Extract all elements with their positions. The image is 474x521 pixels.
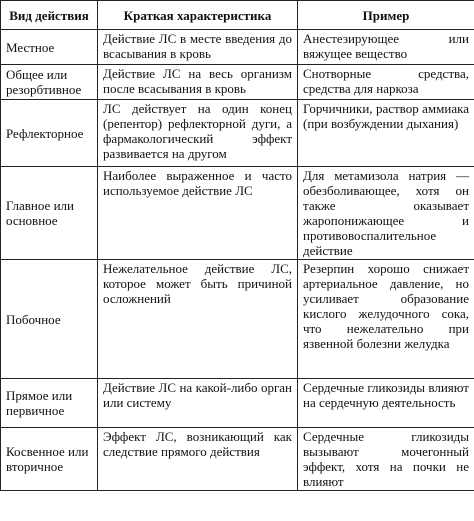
example-cell: Резерпин хорошо снижает артериальное давление, но усиливает образование кислого желудочного сока, что нежелательно при язвенной болезни желудка bbox=[298, 260, 474, 379]
action-type-cell: Косвенное или вторичное bbox=[1, 428, 98, 491]
action-type-cell: Общее или резорбтивное bbox=[1, 65, 98, 100]
example-cell: Снотворные средства, средства для наркоза bbox=[298, 65, 474, 100]
table-row bbox=[1, 100, 474, 167]
example-cell: Анестезирующее или вяжущее вещество bbox=[298, 30, 474, 65]
header-action-type: Вид действия bbox=[1, 1, 98, 30]
table-row bbox=[1, 260, 474, 379]
table-row bbox=[1, 167, 474, 260]
description-cell: Действие ЛС на весь организм после всасывания в кровь bbox=[98, 65, 298, 100]
example-cell: Сердечные гликозиды вызывают мочегонный эффект, хотя на почки не влияют bbox=[298, 428, 474, 491]
header-short-description: Краткая характеристика bbox=[98, 1, 298, 30]
action-type-cell: Побочное bbox=[1, 260, 98, 379]
description-cell: Действие ЛС в месте введения до всасывания в кровь bbox=[98, 30, 298, 65]
example-cell: Для метамизола натрия — обезболивающее, хотя он также оказывает жаропонижающее и противовоспалительное действие bbox=[298, 167, 474, 260]
example-cell: Сердечные гликозиды влияют на сердечную деятельность bbox=[298, 379, 474, 428]
description-cell: Нежелательное действие ЛС, которое может быть причиной осложнений bbox=[98, 260, 298, 379]
description-cell: Действие ЛС на какой-либо орган или систему bbox=[98, 379, 298, 428]
action-type-cell: Местное bbox=[1, 30, 98, 65]
example-cell: Горчичники, раствор аммиака (при возбуждении дыхания) bbox=[298, 100, 474, 167]
table-row bbox=[1, 65, 474, 100]
table-header-row bbox=[1, 1, 474, 30]
action-type-cell: Главное или основное bbox=[1, 167, 98, 260]
description-cell: ЛС действует на один конец (репентор) рефлекторной дуги, а фармакологический эффект развивается на другом bbox=[98, 100, 298, 167]
action-type-cell: Рефлекторное bbox=[1, 100, 98, 167]
description-cell: Эффект ЛС, возникающий как следствие прямого действия bbox=[98, 428, 298, 491]
table-row bbox=[1, 428, 474, 491]
action-type-cell: Прямое или первичное bbox=[1, 379, 98, 428]
description-cell: Наиболее выраженное и часто используемое действие ЛС bbox=[98, 167, 298, 260]
table-row bbox=[1, 30, 474, 65]
header-example: Пример bbox=[298, 1, 474, 30]
table-row bbox=[1, 379, 474, 428]
